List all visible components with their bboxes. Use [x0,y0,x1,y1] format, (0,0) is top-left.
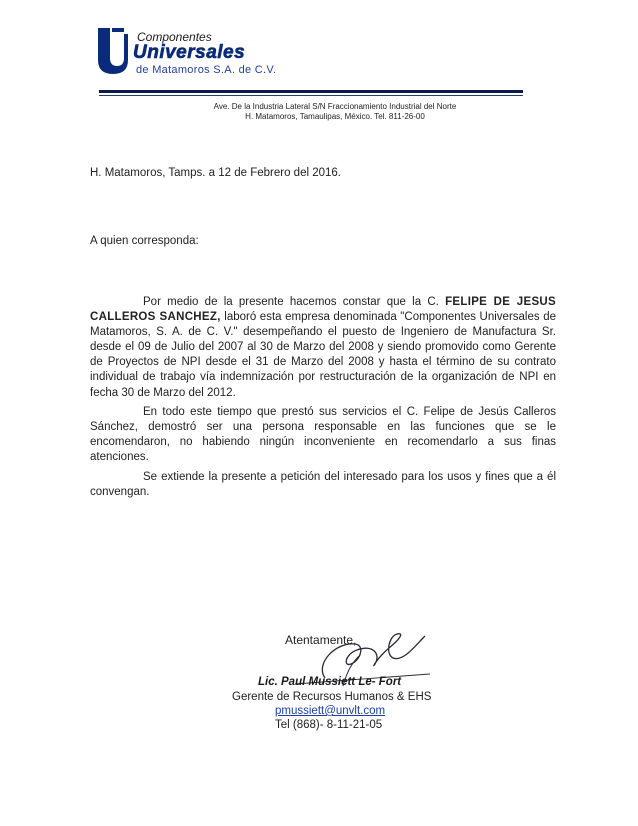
paragraph-1-body: laboró esta empresa denominada "Componentes Universales de Matamoros, S. A. de C. V." desempeñando el puesto de Ingeniero de Manufactura Sr. desde el 09 de Julio del 2007 al 30 de Marzo del 2008 y siendo promovido como Gerente de Proyectos de NPI desde el 31 de Marzo del 2008 y hasta el término de su contrato individual de trabajo vía indemnización por restructuración de la organización de NPI en fecha 30 de Marzo del 2012. [90,311,556,399]
date-line: H. Matamoros, Tamps. a 12 de Febrero del 2016. [90,167,342,179]
paragraph-1 [90,295,556,401]
employee-name: FELIPE DE JESUS CALLEROS SANCHEZ, [90,296,556,324]
signer-phone: Tel (868)- 8-11-21-05 [275,719,383,731]
header-rule-thin [99,95,523,96]
signer-role: Gerente de Recursos Humanos & EHS [232,691,432,703]
address-line-1: Ave. De la Industria Lateral S/N Fraccionamiento Industrial del Norte [213,102,457,111]
header-rule [99,90,523,93]
paragraph-2: En todo este tiempo que prestó sus servicios el C. Felipe de Jesús Calleros Sánchez, demostró ser una persona responsable en las funciones que se le encomendaron, no habiendo ningún inconveniente en recomendarlo a sus finas atenciones. [90,406,556,464]
paragraph-1-intro: Por medio de la presente hacemos constar que la C. [143,296,446,308]
signer-email-link[interactable]: pmussiett@unvlt.com [275,705,386,717]
salutation: A quien corresponda: [90,235,199,247]
company-logo-icon [96,28,128,74]
logo-main-text: Universales [133,42,246,63]
signer-name: Lic. Paul Mussiett Le- Fort [258,676,402,688]
paragraph-3: Se extiende la presente a petición del interesado para los usos y fines que a él convengan. [90,471,556,499]
closing: Atentamente, [285,633,357,647]
logo-top-text: Componentes [137,30,212,44]
address-line-2: H. Matamoros, Tamaulipas, México. Tel. 811-26-00 [245,112,425,121]
logo-sub-text: de Matamoros S.A. de C.V. [136,64,277,76]
